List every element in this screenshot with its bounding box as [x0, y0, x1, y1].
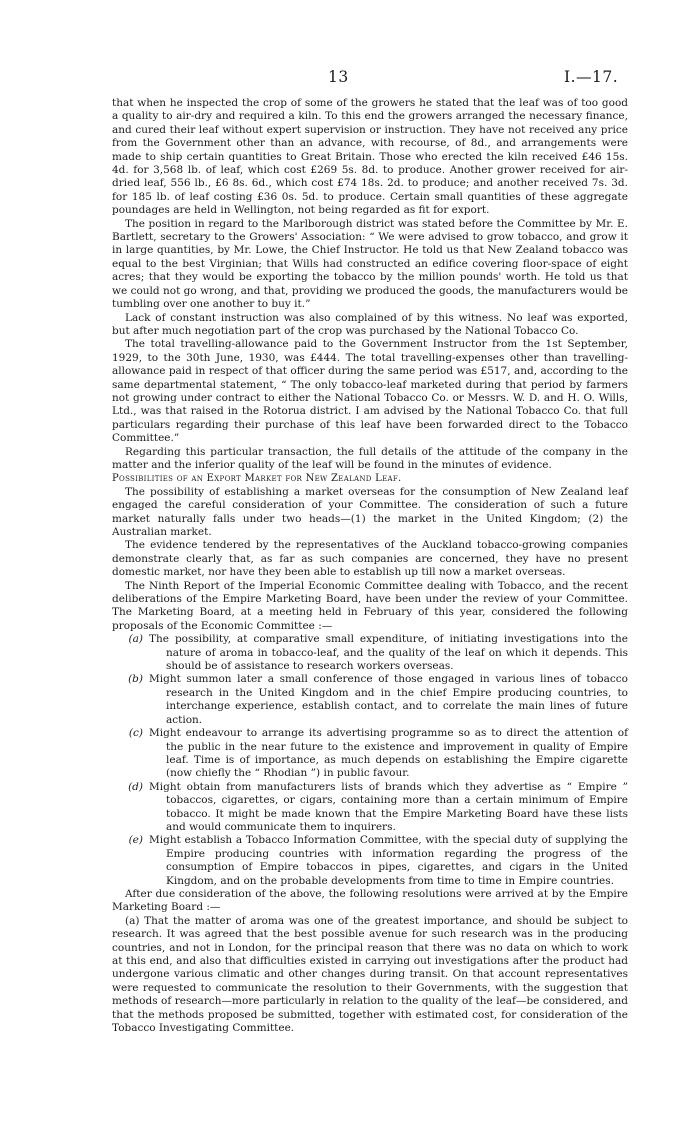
paragraph-evidence: The evidence tendered by the representatives of the Auckland tobacco-growing companies demonstrate clearly that, as far as such companies are concerned, they have no present domestic market, nor have they been able to establish up till now a market overseas.	[112, 539, 628, 579]
section-heading: Possibilities of an Export Market for New Zealand Leaf.	[112, 473, 402, 485]
list-item	[112, 727, 628, 781]
list-item-text: The possibility, at comparative small expenditure, of initiating investigations into the nature of aroma in tobacco-leaf, and the quality of the leaf on which it depends. This should be of assistance to research workers overseas.	[149, 633, 628, 673]
paragraph-ninth-report: The Ninth Report of the Imperial Economic Committee dealing with Tobacco, and the recent deliberations of the Empire Marketing Board, have been under the review of your Committee. The Marketing Board, at a meeting held in February of this year, considered the following proposals of the Economic Committee :—	[112, 579, 628, 632]
page-number: 13	[328, 68, 349, 86]
paragraph-instruction: Lack of constant instruction was also complained of by this witness. No leaf was exported, but after much negotiation part of the crop was purchased by the National Tobacco Co.	[112, 311, 628, 337]
list-item	[112, 834, 628, 888]
list-item	[112, 781, 628, 835]
paragraph-transaction: Regarding this particular transaction, the full details of the attitude of the company in the matter and the inferior quality of the leaf will be found in the minutes of evidence.	[112, 445, 628, 471]
list-item-text: Might summon later a small conference of those engaged in various lines of tobacco research in the United Kingdom and in the chief Empire producing countries, to interchange experience, establish contact, and to correlate the main lines of future action.	[149, 673, 628, 726]
list-item-label: (d)	[128, 780, 143, 793]
paragraph-resolution-a: (a) That the matter of aroma was one of the greatest importance, and should be subject to research. It was agreed that the best possible avenue for such research was in the producing countries, and not in London, for the principal reason that there was no data on which to work at this end, and also that difficulties existed in carrying out investigations after the product had undergone various climatic and other changes during transit. On that account representatives were requested to communicate the resolution to their Governments, with the suggestion that methods of research—more particularly in relation to the quality of the leaf—be considered, and that the methods proposed be submitted, together with estimated cost, for consideration of the Tobacco Investigating Committee.	[112, 914, 628, 1035]
list-item-text: Might obtain from manufacturers lists of brands which they advertise as “ Empire ” tobaccos, cigarettes, or cigars, containing more than a certain minimum of Empire tobacco. It might be made known that the Empire Marketing Board have these lists and would communicate them to inquirers.	[149, 780, 628, 833]
paragraph-resolutions-intro: After due consideration of the above, the following resolutions were arrived at by the Empire Marketing Board :—	[112, 887, 628, 914]
proposals-list	[112, 633, 628, 888]
list-item-text: Might establish a Tobacco Information Committee, with the special duty of supplying the Empire producing countries with information regarding the progress of the consumption of Empire tobaccos in pipes, cigarettes, and cigars in the United Kingdom, and on the probable developments from time to time in Empire countries.	[149, 834, 628, 887]
paragraph-travelling-allowance: The total travelling-allowance paid to the Government Instructor from the 1st September, 1929, to the 30th June, 1930, was £444. The total travelling-expenses other than travelling-allowance paid in respect of that officer during the same period was £517, and, according to the same departmental statement, “ The only tobacco-leaf marketed during that period by farmers not growing under contract to either the National Tobacco Co. or Messrs. W. D. and H. O. Wills, Ltd., was that raised in the Rotorua district. I am advised by the National Tobacco Co. that full particulars regarding their purchase of this leaf have been forwarded direct to the Tobacco Committee.”	[112, 338, 628, 445]
paragraph-export-market: The possibility of establishing a market overseas for the consumption of New Zealand leaf engaged the careful consideration of your Committee. The consideration of such a future market naturally falls under two heads—(1) the market in the United Kingdom; (2) the Australian market.	[112, 485, 628, 538]
list-item	[112, 633, 628, 673]
list-item-label: (e)	[128, 834, 143, 847]
list-item-text: Might endeavour to arrange its advertising programme so as to direct the attention of the public in the near future to the existence and improvement in quality of Empire leaf. Time is of importance, as much depends on establishing the Empire cigarette (now chiefly the “ Rhodian ”) in public favour.	[149, 727, 628, 780]
list-item-label: (a)	[128, 633, 143, 646]
list-item-label: (c)	[128, 727, 143, 740]
list-item	[112, 673, 628, 727]
list-item-label: (b)	[128, 673, 143, 686]
page-body	[112, 97, 628, 1035]
document-reference: I.—17.	[564, 68, 619, 86]
paragraph-marlborough: The position in regard to the Marlborough district was stated before the Committee by Mr. E. Bartlett, secretary to the Growers' Association: “ We were advised to grow tobacco, and grow it in large quantities, by Mr. Lowe, the Chief Instructor. He told us that New Zealand tobacco was equal to the best Virginian; that Wills had constructed an edifice covering floor-space of eight acres; that they would be exporting the tobacco by the million pounds' worth. He told us that we could not go wrong, and that, providing we produced the goods, the manufacturers would be tumbling over one another to buy it.”	[112, 217, 628, 311]
paragraph-continuation: that when he inspected the crop of some of the growers he stated that the leaf was of too good a quality to air-dry and required a kiln. To this end the growers arranged the necessary finance, and cured their leaf without expert supervision or instruction. They have not received any price from the Government other than an advance, with recourse, of 8d., and arrangements were made to ship certain quantities to Great Britain. Those who erected the kiln received £46 15s. 4d. for 3,568 lb. of leaf, which cost £269 5s. 8d. to produce. Another grower received for air-dried leaf, 556 lb., £6 8s. 6d., which cost £74 18s. 2d. to produce; and another received 7s. 3d. for 185 lb. of leaf costing £36 0s. 5d. to produce. Certain small quantities of these aggregate poundages are held in Wellington, not being regarded as fit for export.	[112, 97, 628, 217]
